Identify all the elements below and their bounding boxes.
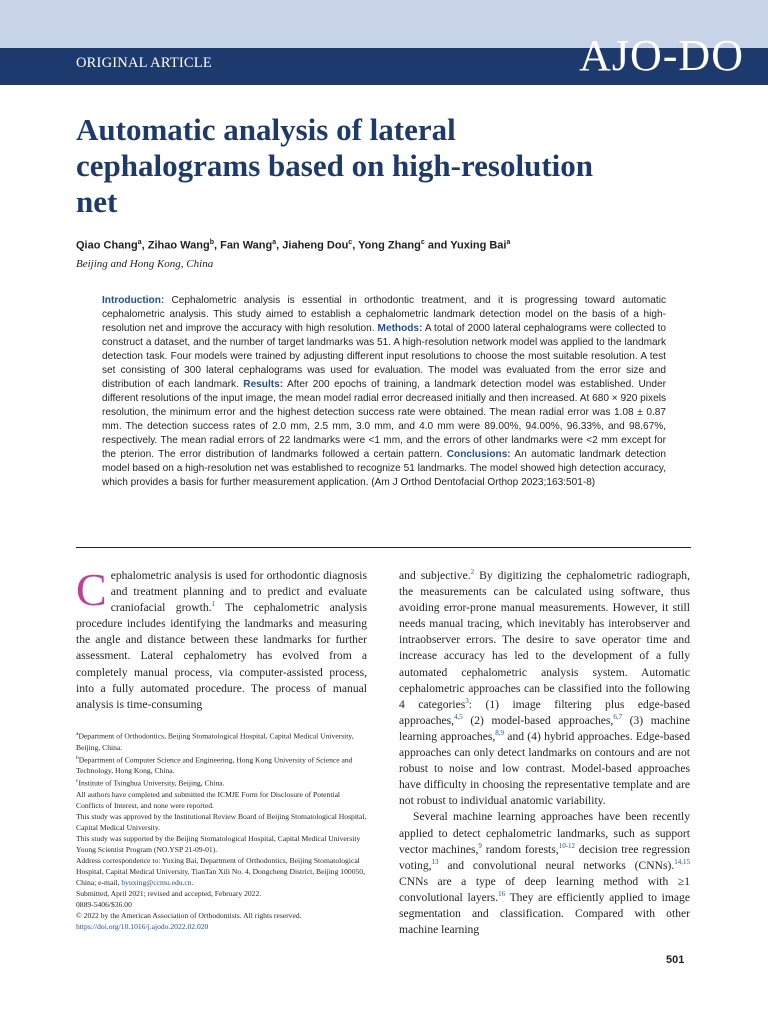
body-text: : (1) image filtering plus edge-based approaches,: [399, 697, 690, 727]
doi-link[interactable]: https://doi.org/10.1016/j.ajodo.2022.02.020: [76, 921, 209, 931]
abstract-methods-heading: Methods:: [377, 323, 423, 334]
citation-link[interactable]: 10-12: [558, 841, 576, 850]
body-text: and convolutional neural networks (CNNs).: [438, 858, 675, 872]
citation-link[interactable]: 1: [211, 600, 216, 609]
footnote-text: Institute of Tsinghua University, Beijing, China.: [78, 778, 225, 788]
body-text: and subjective.: [399, 569, 471, 582]
author-affiliation-marker: a: [272, 239, 277, 246]
abstract-results-heading: Results:: [243, 379, 284, 390]
body-column-right: [399, 568, 690, 938]
body-text: and (4) hybrid approaches. Edge-based approaches can only detect landmarks on contours and are not robust to noise and low contrast. Model-based approaches have difficulty in choosing the representative template and are not robust to individual anatomic variability.: [399, 729, 690, 808]
body-paragraph: [399, 568, 690, 809]
footnote-disclosure: All authors have completed and submitted the ICMJE Form for Disclosure of Potential Conflicts of Interest, and none were reported.: [76, 789, 341, 810]
body-paragraph: [399, 809, 690, 938]
author-name[interactable]: Yong Zhang: [358, 239, 421, 252]
author-affiliation-marker: b: [209, 239, 214, 246]
abstract-divider: [76, 547, 691, 548]
footnote-copyright: © 2022 by the American Association of Orthodontists. All rights reserved.: [76, 910, 302, 920]
abstract: [102, 294, 666, 490]
footnote-issn: 0889-5406/$36.00: [76, 899, 132, 909]
abstract-methods-text: A total of 2000 lateral cephalograms were collected to construct a dataset, and the number of target landmarks was 51. A high-resolution network model was applied to the landmark detection task. Four models were trained by adjusting different input resolutions to choose the most suitable resolution. A test set consisting of 300 lateral cephalograms was used for evaluation. The model was evaluated from the error size and distribution of each landmark.: [102, 323, 666, 390]
body-text: decision tree regression voting,: [399, 842, 690, 872]
footnote-irb: This study was approved by the Institutional Review Board of Beijing Stomatological Hospital, Capital Medical University.: [76, 811, 367, 832]
footnote-dates: Submitted, April 2021; revised and accepted, February 2022.: [76, 888, 262, 898]
footnote-text: Department of Computer Science and Engineering, Hong Kong University of Science and Technology, Hong Kong, China.: [76, 755, 353, 776]
citation-link[interactable]: 4,5: [454, 712, 463, 721]
citation-link[interactable]: 3: [465, 696, 469, 705]
body-paragraph: [76, 564, 367, 713]
body-text: ephalometric analysis is used for orthodontic diagnosis and treatment planning and to predict and evaluate craniofacial growth.: [110, 569, 367, 615]
body-text: The cephalometric analysis procedure includes identifying the landmarks and measuring the angle and distance between these landmarks for further assessment. Lateral cephalometry has evolved from a completely manual process, via computer-assisted process, into a fully automated procedure. The process of manual analysis is time-consuming: [76, 601, 367, 711]
author-affiliation-marker: c: [348, 239, 353, 246]
citation-link[interactable]: 2: [470, 568, 475, 577]
author-name[interactable]: Qiao Chang: [76, 239, 138, 252]
author-name[interactable]: Zihao Wang: [147, 239, 210, 252]
body-text: By digitizing the cephalometric radiograph, the measurements can be calculated using software, thus avoiding error-prone manual measurements. However, it still needs manual tracing, which inevitably has interobserver and intraobserver errors. The desire to save operator time and increase accuracy has led to the development of a fully automated cephalometric analysis system. Automatic cephalometric approaches can be classified into the following 4 categories: [399, 569, 691, 711]
body-text: They are efficiently applied to image segmentation and classification. Compared with other machine learning: [399, 890, 691, 937]
footnote-text: Department of Orthodontics, Beijing Stomatological Hospital, Capital Medical University, Beijing, China.: [76, 731, 354, 752]
drop-cap: C: [76, 564, 107, 615]
abstract-introduction-text: Cephalometric analysis is essential in orthodontic treatment, and it is progressing toward automatic cephalometric analysis. This study aimed to establish a cephalometric landmark detection model on the basis of a high-resolution net and improve the accuracy with high resolution.: [102, 295, 666, 334]
abstract-introduction-heading: Introduction:: [102, 295, 165, 306]
email-link[interactable]: byuxing@ccmu.edu.cn: [121, 877, 192, 887]
footnote-marker: b: [76, 754, 79, 761]
author-name[interactable]: Fan Wang: [220, 239, 273, 252]
citation-link[interactable]: 6,7: [613, 712, 623, 721]
citation-link[interactable]: 9: [478, 841, 482, 850]
article-title: Automatic analysis of lateral cephalograms based on high-resolution net: [76, 112, 594, 219]
footnote-marker: a: [76, 731, 79, 737]
footnote-affiliation-b: [76, 753, 367, 777]
article-type-label: ORIGINAL ARTICLE: [76, 55, 212, 71]
author-location: Beijing and Hong Kong, China: [76, 258, 214, 270]
body-text: (3) machine learning approaches,: [399, 713, 690, 743]
journal-logo[interactable]: AJO-DO: [579, 31, 744, 80]
body-text: CNNs are a type of deep learning method with ≥1 convolutional layers.: [399, 874, 690, 904]
abstract-results-text: After 200 epochs of training, a landmark detection model was established. Under different resolutions of the input image, the mean model radial error decreased initially and then increased. At 680 × 920 pixels resolution, the minimum error and the highest detection success rate were obtained. The mean radial error was 1.08 ± 0.87 mm. The detection success rates of 2.0 mm, 2.5 mm, 3.0 mm, and 4.0 mm were 89.00%, 94.00%, 96.33%, and 98.67%, respectively. The mean radial errors of 22 landmarks were <1 mm, and the errors of other landmarks were <2 mm except for the pterion. The error distribution of landmarks followed a certain pattern.: [102, 379, 666, 460]
author-name[interactable]: Yuxing Bai: [450, 239, 507, 252]
footnote-affiliation-a: [76, 729, 367, 753]
footnote-text: .: [191, 877, 194, 887]
body-text: random forests,: [481, 842, 559, 856]
abstract-conclusions-text: An automatic landmark detection model based on a high-resolution net was established to recognize 51 landmarks. The model showed high detection accuracy, which provides a basis for further measurement application. (Am J Orthod Dentofacial Orthop 2023;163:501-8): [102, 449, 666, 488]
body-text: Several machine learning approaches have been recently applied to detect cephalometric landmarks, such as support vector machines,: [399, 810, 690, 856]
footnote-text: Address correspondence to: Yuxing Bai, Department of Orthodontics, Beijing Stomatological Hospital, Capital Medical University, TianTan Xili No. 4, Dongcheng District, Beijing 100050, China; e-mail,: [76, 855, 365, 887]
abstract-conclusions-heading: Conclusions:: [446, 449, 511, 460]
body-text: (2) model-based approaches,: [462, 713, 614, 727]
citation-link[interactable]: 16: [498, 890, 506, 899]
footnote-marker: c: [76, 778, 79, 785]
author-affiliation-marker: a: [137, 239, 142, 246]
author-affiliation-marker: c: [420, 239, 425, 246]
citation-link[interactable]: 8,9: [495, 729, 505, 738]
author-affiliation-marker: a: [506, 239, 511, 246]
page-number: 501: [666, 954, 685, 966]
footnote-support: This study was supported by the Beijing Stomatological Hospital, Capital Medical University Young Scientist Program (NO.YSP 21-09-01).: [76, 833, 361, 854]
author-name[interactable]: Jiaheng Dou: [282, 239, 349, 252]
body-column-left: [76, 564, 367, 713]
author-list: Qiao Chang$^a$, Zihao Wang$^b$, Fan Wang$^a$, Jiaheng Dou$^c$, Yong Zhang$^c$ and Yuxing Bai$^a$: [76, 239, 511, 252]
footnote-correspondence: [76, 855, 367, 888]
footnote-affiliation-c: [76, 776, 367, 789]
footnotes: [76, 729, 367, 932]
citation-link[interactable]: 14,15: [674, 857, 690, 866]
citation-link[interactable]: 13: [431, 857, 439, 866]
